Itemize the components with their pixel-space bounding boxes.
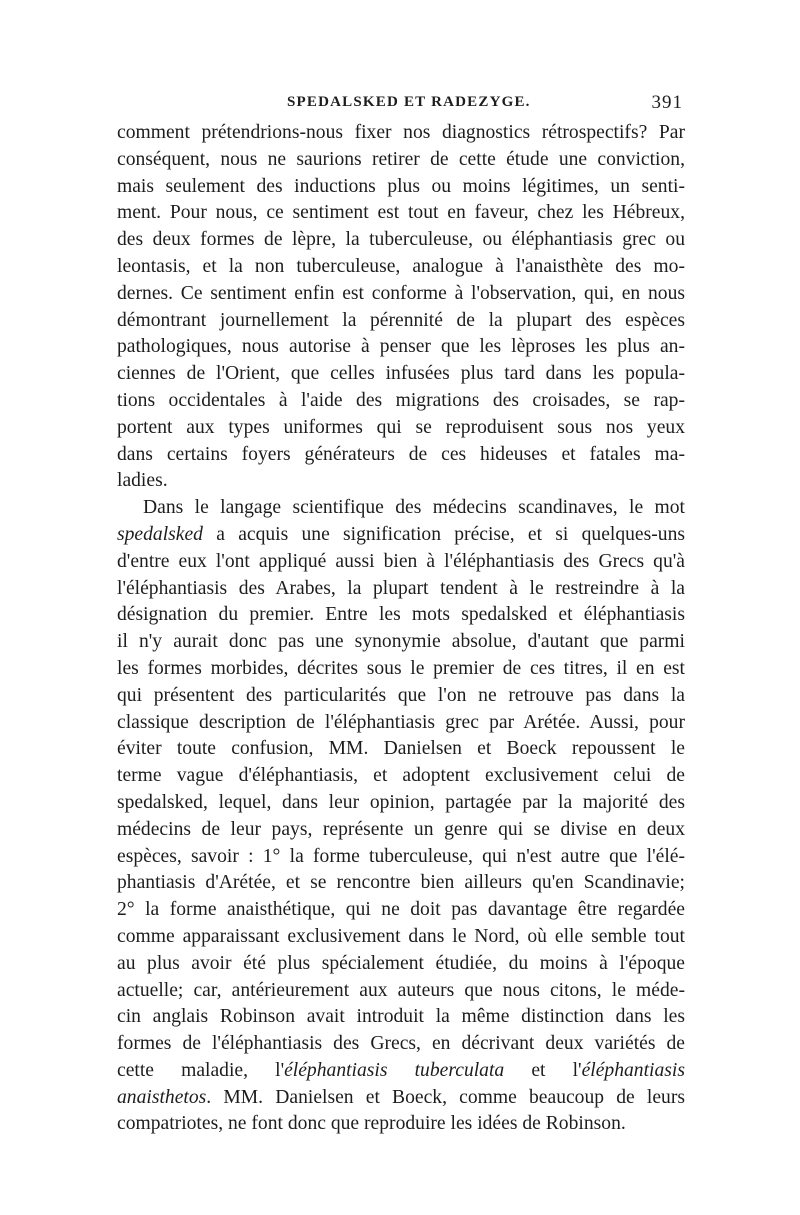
text-line: les formes morbides, décrites sous le premier de ces titres, il en est: [117, 657, 685, 679]
text-line: l'éléphantiasis des Arabes, la plupart tendent à le restreindre à la: [117, 577, 685, 599]
running-title: SPEDALSKED ET RADEZYGE.: [287, 94, 531, 110]
text-line: qui présentent des particularités que l'on ne retrouve pas dans la: [117, 684, 685, 706]
italic-term: anaisthetos: [117, 1086, 207, 1108]
text-line: d'entre eux l'ont appliqué aussi bien à l'éléphantiasis des Grecs qu'à: [117, 550, 685, 572]
text-line: portent aux types uniformes qui se reproduisent sous nos yeux: [117, 416, 685, 438]
text-line: ciennes de l'Orient, que celles infusées plus tard dans les popula-: [117, 363, 685, 385]
text-run: . MM. Danielsen et Boeck, comme beaucoup de leurs: [206, 1086, 685, 1108]
text-line: comment prétendrions-nous fixer nos diagnostics rétrospectifs? Par: [117, 122, 685, 143]
text-line: tions occidentales à l'aide des migrations des croisades, se rap-: [117, 389, 685, 411]
text-line: démontrant journellement la pérennité de la plupart des espèces: [117, 309, 685, 331]
text-line: éviter toute confusion, MM. Danielsen et Boeck repoussent le: [117, 738, 685, 760]
text-line: cin anglais Robinson avait introduit la même distinction dans les: [117, 1006, 685, 1028]
text-line: [117, 522, 685, 549]
text-line: [117, 1085, 685, 1112]
text-line: terme vague d'éléphantiasis, et adoptent exclusivement celui de: [117, 765, 685, 787]
text-line: médecins de leur pays, représente un genre qui se divise en deux: [117, 818, 685, 840]
text-line: désignation du premier. Entre les mots spedalsked et éléphantiasis: [117, 604, 685, 626]
italic-term: spedalsked: [117, 523, 203, 545]
running-header: [117, 92, 685, 120]
text-line: phantiasis d'Arétée, et se rencontre bien ailleurs qu'en Scandinavie;: [117, 872, 685, 894]
text-line: espèces, savoir : 1° la forme tuberculeuse, qui n'est autre que l'élé-: [117, 845, 685, 867]
italic-term: éléphantiasis: [581, 1059, 685, 1081]
paragraph-2: [117, 495, 685, 1138]
paragraph-1: [117, 120, 685, 495]
text-line: conséquent, nous ne saurions retirer de cette étude une conviction,: [117, 148, 685, 170]
text-run: et l': [504, 1059, 582, 1081]
book-page: [117, 92, 685, 1138]
text-line: mais seulement des inductions plus ou moins légitimes, un senti-: [117, 175, 685, 197]
text-line: dernes. Ce sentiment enfin est conforme à l'observation, qui, en nous: [117, 282, 685, 304]
text-line: leontasis, et la non tuberculeuse, analogue à l'anaisthète des mo-: [117, 255, 685, 277]
text-line: comme apparaissant exclusivement dans le Nord, où elle semble tout: [117, 925, 685, 947]
text-run: a acquis une signification précise, et si quelques-uns: [202, 523, 685, 545]
text-line: au plus avoir été plus spécialement étudiée, du moins à l'époque: [117, 952, 685, 974]
page-number: 391: [651, 92, 683, 113]
text-line: classique description de l'éléphantiasis grec par Arétée. Aussi, pour: [117, 711, 685, 733]
text-run: cette maladie, l': [117, 1059, 285, 1081]
text-line: pathologiques, nous autorise à penser que les lèproses les plus an-: [117, 336, 685, 358]
text-line: compatriotes, ne font donc que reproduire les idées de Robinson.: [117, 1113, 626, 1135]
italic-term: éléphantiasis tuberculata: [284, 1059, 505, 1081]
text-line: ment. Pour nous, ce sentiment est tout en faveur, chez les Hébreux,: [117, 202, 685, 224]
text-line: formes de l'éléphantiasis des Grecs, en décrivant deux variétés de: [117, 1033, 685, 1055]
text-line: des deux formes de lèpre, la tuberculeuse, ou éléphantiasis grec ou: [117, 229, 685, 251]
text-line: spedalsked, lequel, dans leur opinion, partagée par la majorité des: [117, 791, 685, 813]
text-line: ladies.: [117, 470, 168, 492]
text-line: 2° la forme anaisthétique, qui ne doit pas davantage être regardée: [117, 899, 685, 921]
text-line: il n'y aurait donc pas une synonymie absolue, d'autant que parmi: [117, 631, 685, 653]
text-line: actuelle; car, antérieurement aux auteurs que nous citons, le méde-: [117, 979, 685, 1001]
text-line: Dans le langage scientifique des médecins scandinaves, le mot: [143, 497, 685, 519]
text-line: dans certains foyers générateurs de ces hideuses et fatales ma-: [117, 443, 685, 465]
text-line: [117, 1058, 685, 1085]
